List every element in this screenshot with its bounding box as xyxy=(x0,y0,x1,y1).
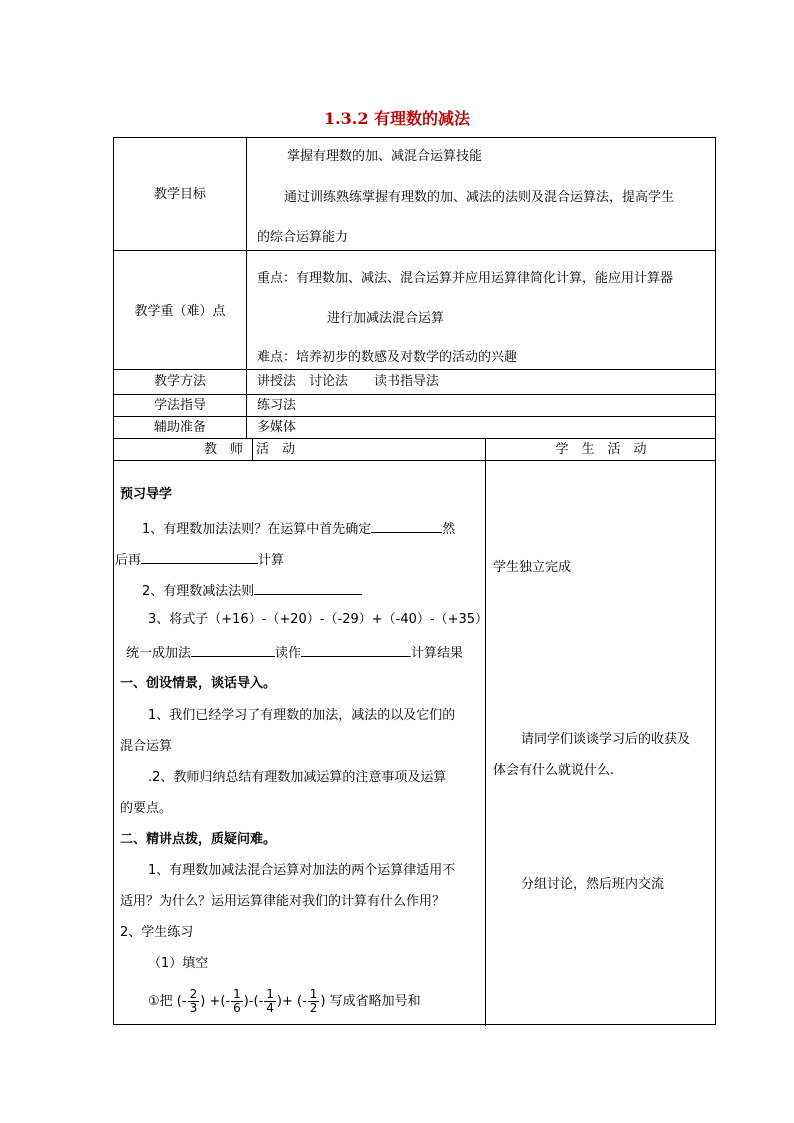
student-activity-2-cont: 体会有什么就说什么. xyxy=(493,763,615,778)
fraction-denominator: 4 xyxy=(266,1001,274,1015)
objectives-line-2: 通过训练熟练掌握有理数的加、减法的法则及混合运算法，提高学生 xyxy=(284,190,675,205)
section-2-para-3: （1）填空 xyxy=(148,956,209,971)
preview-item-1-cont-text: 后再 xyxy=(115,553,142,568)
student-activity-2: 请同学们谈谈学习后的收获及 xyxy=(521,732,691,747)
objectives-label: 教学目标 xyxy=(153,187,206,202)
preview-item-2 xyxy=(142,581,362,600)
key-points-line-2: 进行加减法混合运算 xyxy=(327,311,445,326)
row-divider xyxy=(114,460,715,461)
student-activity-3: 分组讨论，然后班内交流 xyxy=(521,877,665,892)
student-activity-1: 学生独立完成 xyxy=(493,560,572,575)
exercise-line: ①把 (- $\frac{2}{3}$ ) +(- $\frac{1}{6}$ )-(- $\frac{1}{4}$ )+ (- $\frac{1}{2}$ ) 写成省略加号和 xyxy=(148,987,421,1015)
objectives-line-3: 的综合运算能力 xyxy=(257,230,349,245)
exercise-suffix: 写成省略加号和 xyxy=(329,994,421,1009)
fraction xyxy=(231,988,243,1015)
fraction xyxy=(188,988,200,1015)
exercise-prefix: ①把 xyxy=(148,994,173,1009)
fraction-sign: - xyxy=(258,994,264,1009)
preview-item-1 xyxy=(142,519,455,538)
method-label: 教学方法 xyxy=(153,374,206,389)
section-1-para-1: 1、我们已经学习了有理数的加法，减法的以及它们的 xyxy=(148,708,456,723)
aids-label: 辅助准备 xyxy=(153,420,206,435)
section-1-para-1-cont: 混合运算 xyxy=(120,739,173,754)
row-divider xyxy=(114,250,715,251)
preview-item-2-text: 2、有理数减法法则 xyxy=(142,584,255,599)
method-value: 讲授法 讨论法 读书指导法 xyxy=(257,374,440,389)
fraction-sign: - xyxy=(181,994,187,1009)
key-points-label: 教学重（难）点 xyxy=(134,304,226,319)
student-column-header: 学 生 活 动 xyxy=(555,442,647,457)
fraction-numerator: 1 xyxy=(233,987,241,1001)
section-2-para-1-cont: 适用？为什么？运用运算律能对我们的计算有什么作用？ xyxy=(120,894,446,909)
preview-item-3: 3、将式子（+16）-（+20）-（-29）+（-40）-（+35） xyxy=(148,612,489,627)
page-title: 1.3.2 有理数的减法 xyxy=(323,109,471,128)
preview-item-4 xyxy=(126,643,463,662)
fraction-denominator: 2 xyxy=(309,1001,318,1015)
aids-value: 多媒体 xyxy=(257,420,297,435)
study-value: 练习法 xyxy=(257,398,297,413)
row-divider xyxy=(114,438,715,439)
key-points-line-1: 重点：有理数加、减法、混合运算并应用运算律简化计算，能应用计算器 xyxy=(257,271,674,286)
answer-blank[interactable] xyxy=(371,519,442,533)
section-2-para-2: 2、学生练习 xyxy=(120,925,194,940)
fraction xyxy=(308,988,320,1015)
answer-blank[interactable] xyxy=(301,643,411,657)
section-1-para-2-cont: 的要点。 xyxy=(120,801,173,816)
key-points-line-3: 难点：培养初步的数感及对数学的活动的兴趣 xyxy=(257,350,518,365)
answer-blank[interactable] xyxy=(191,643,275,657)
preview-item-4-mid: 读作 xyxy=(275,646,302,661)
fraction-numerator: 1 xyxy=(309,987,318,1001)
section-1-heading: 一、创设情景，谈话导入。 xyxy=(120,676,277,691)
preview-heading: 预习导学 xyxy=(120,487,173,502)
lesson-plan-table xyxy=(113,137,716,1025)
section-2-heading: 二、精讲点拨，质疑问难。 xyxy=(120,832,277,847)
fraction-denominator: 3 xyxy=(189,1001,198,1015)
row-divider xyxy=(114,369,715,370)
preview-item-4-text: 统一成加法 xyxy=(126,646,192,661)
answer-blank[interactable] xyxy=(254,581,362,595)
row-divider xyxy=(114,394,715,395)
section-2-para-1: 1、有理数加减法混合运算对加法的两个运算律适用不 xyxy=(148,863,456,878)
fraction-sign: - xyxy=(302,994,307,1009)
section-1-para-2: .2、教师归纳总结有理数加减运算的注意事项及运算 xyxy=(148,770,447,785)
fraction-numerator: 1 xyxy=(266,987,274,1001)
preview-item-1-cont xyxy=(115,550,284,569)
fraction-sign: - xyxy=(225,994,231,1009)
objectives-line-1: 掌握有理数的加、减混合运算技能 xyxy=(287,149,483,164)
preview-item-1-cont-suffix: 计算 xyxy=(258,553,285,568)
preview-item-1-text: 1、有理数加法法则？在运算中首先确定 xyxy=(142,522,372,537)
preview-item-1-suffix: 然 xyxy=(442,522,456,537)
column-divider xyxy=(246,138,247,438)
teacher-column-header: 教 师 活 动 xyxy=(203,442,295,457)
row-divider xyxy=(114,416,715,417)
fraction-numerator: 2 xyxy=(189,987,198,1001)
fraction-denominator: 6 xyxy=(233,1001,241,1015)
study-label: 学法指导 xyxy=(153,398,206,413)
column-divider xyxy=(485,438,486,1026)
fraction xyxy=(264,988,276,1015)
answer-blank[interactable] xyxy=(141,550,258,564)
preview-item-4-suffix: 计算结果 xyxy=(411,646,464,661)
